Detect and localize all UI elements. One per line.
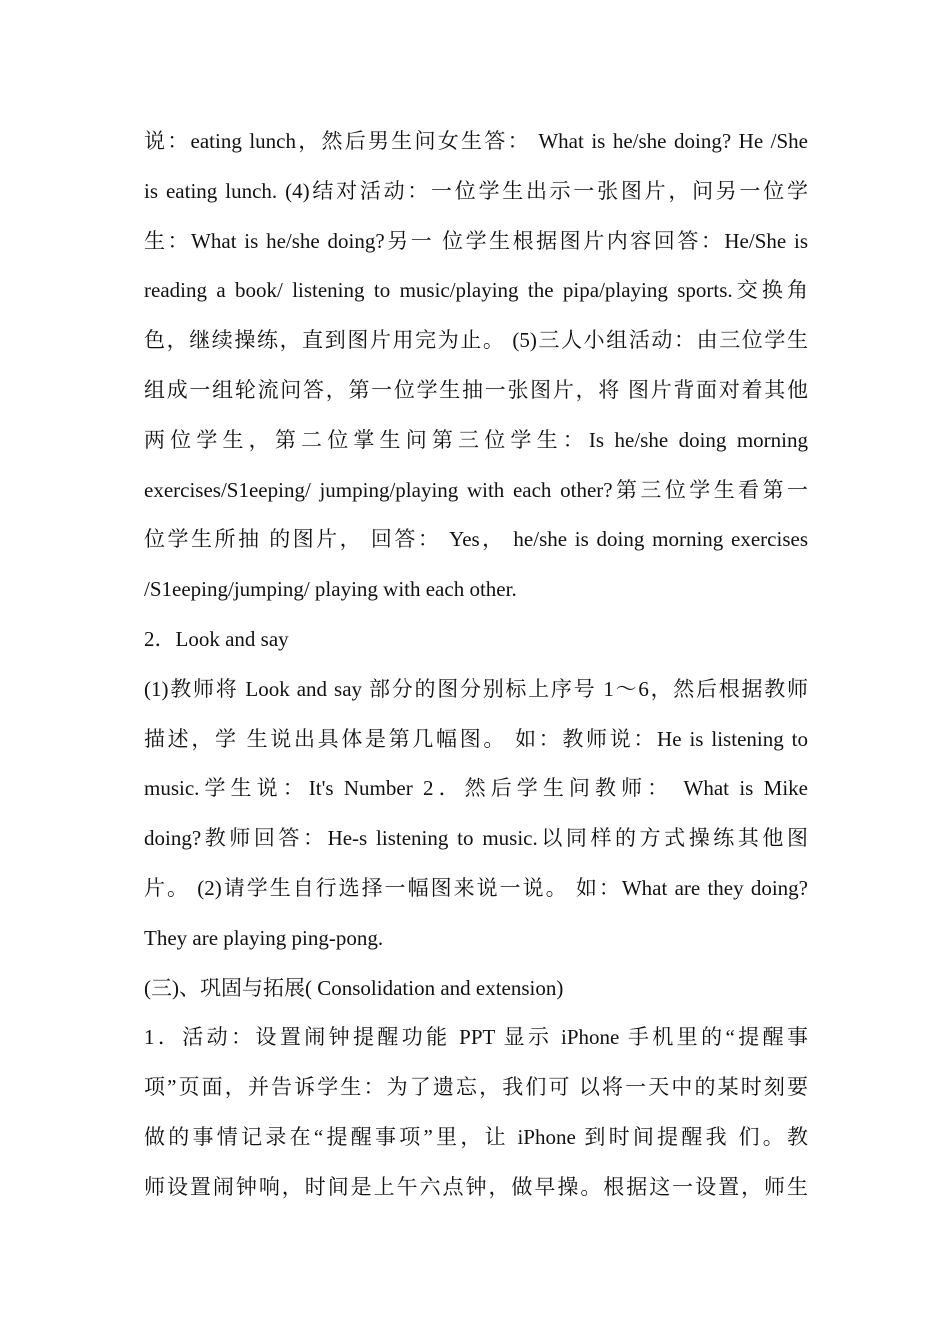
text-line: 生：What is he/she doing?另一 位学生根据图片内容回答：He/She is (144, 228, 808, 253)
text-line: 做的事情记录在“提醒事项”里，让 iPhone 到时间提醒我 们。教 (144, 1124, 808, 1149)
section-heading: 2．Look and say (144, 626, 289, 651)
text-line: exercises/S1eeping/ jumping/playing with each other?第三位学生看第一 (144, 477, 808, 502)
section-heading: (三)、巩固与拓展( Consolidation and extension) (144, 975, 564, 1000)
text-line: reading a book/ listening to music/playing the pipa/playing sports.交换角 (144, 278, 808, 303)
text-line: 描述，学 生说出具体是第几幅图。 如：教师说：He is listening to (144, 726, 808, 751)
text-line: 色，继续操练，直到图片用完为止。 (5)三人小组活动：由三位学生 (144, 328, 808, 353)
text-line: 1．活动：设置闹钟提醒功能 PPT 显示 iPhone 手机里的“提醒事 (144, 1025, 808, 1050)
text-line: 位学生所抽 的图片， 回答： Yes， he/she is doing morning exercises (144, 527, 808, 552)
document-body (144, 117, 808, 1213)
text-line: 组成一组轮流问答，第一位学生抽一张图片，将 图片背面对着其他 (144, 377, 808, 402)
text-line: doing?教师回答：He-s listening to music.以同样的方式操练其他图 (144, 826, 808, 851)
text-line: 项”页面，并告诉学生：为了遗忘，我们可 以将一天中的某时刻要 (144, 1075, 808, 1100)
text-line: 师设置闹钟响，时间是上午六点钟，做早操。根据这一设置，师生 (144, 1174, 808, 1199)
text-line: They are playing ping-pong. (144, 925, 384, 950)
text-line: /S1eeping/jumping/ playing with each other. (144, 577, 517, 602)
text-line: (1)教师将 Look and say 部分的图分别标上序号 1～6，然后根据教师 (144, 676, 808, 701)
text-line: 说：eating lunch，然后男生问女生答： What is he/she doing? He /She (144, 129, 808, 153)
text-line: is eating lunch. (4)结对活动：一位学生出示一张图片，问另一位学 (144, 178, 808, 203)
text-line: music.学生说：It's Number 2．然后学生问教师： What is Mike (144, 776, 808, 801)
text-line: 片。 (2)请学生自行选择一幅图来说一说。 如：What are they doing? (144, 875, 808, 900)
text-line: 两位学生，第二位掌生问第三位学生：Is he/she doing morning (144, 427, 808, 452)
